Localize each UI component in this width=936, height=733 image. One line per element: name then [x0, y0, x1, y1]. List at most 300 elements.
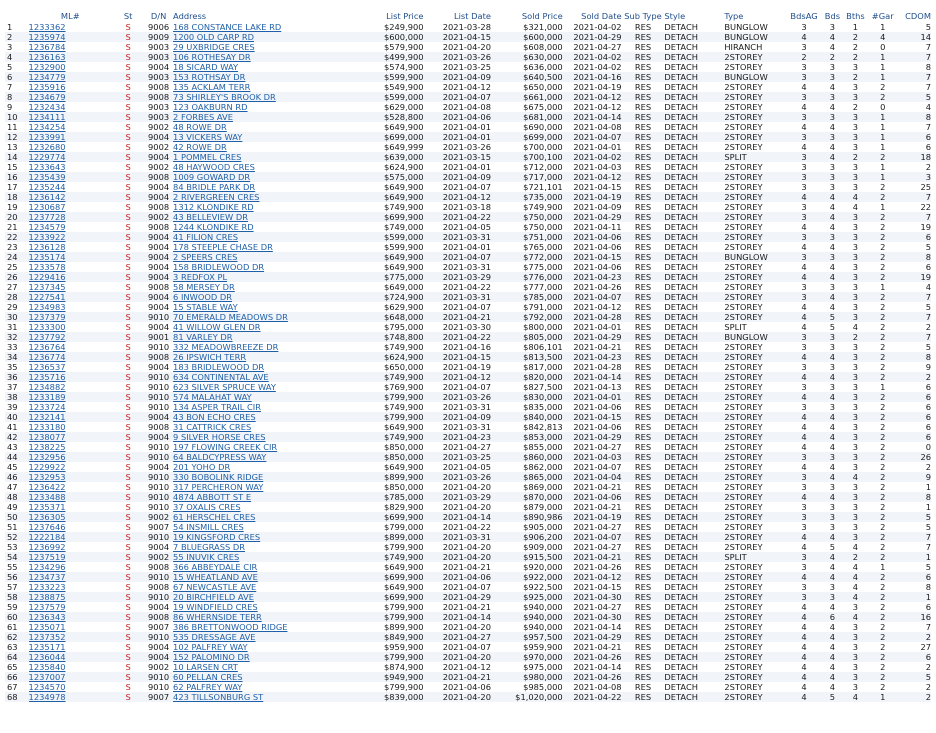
mls-link[interactable]: 1233180	[28, 422, 66, 432]
list-date-cell: 2021-03-25	[442, 62, 491, 72]
type-cell: 2STOREY	[724, 112, 786, 122]
address-link[interactable]: 535 DRESSAGE AVE	[173, 632, 352, 642]
mls-link[interactable]: 1234579	[28, 222, 66, 232]
mls-link[interactable]: 1235174	[29, 252, 113, 262]
mls-link[interactable]: 1236128	[28, 242, 66, 252]
table-row[interactable]	[5, 422, 931, 432]
table-row[interactable]	[5, 472, 931, 482]
mls-link[interactable]: 1234679	[29, 92, 113, 102]
table-row[interactable]	[5, 362, 931, 372]
address-link[interactable]: 102 PALFREY WAY	[173, 642, 248, 652]
table-row[interactable]	[5, 402, 931, 412]
mls-link[interactable]: 1236305	[29, 512, 113, 522]
address-link[interactable]: 574 MALAHAT WAY	[173, 392, 352, 402]
beds-cell: 3	[822, 132, 843, 142]
address-link[interactable]: 26 IPSWICH TERR	[173, 352, 352, 362]
table-row[interactable]	[5, 432, 931, 442]
address-link[interactable]: 60 PELLAN CRES	[173, 672, 352, 682]
status-cell: S	[112, 292, 144, 302]
mls-link[interactable]: 1229416	[29, 272, 113, 282]
mls-link[interactable]: 1233223	[28, 582, 66, 592]
sold-date-cell: 2021-04-19	[573, 82, 622, 92]
table-row[interactable]	[5, 32, 931, 42]
table-row[interactable]	[5, 142, 931, 152]
mls-link[interactable]: 1235244	[28, 182, 66, 192]
status-cell: S	[125, 422, 131, 432]
address-link[interactable]: 42 ROWE DR	[173, 142, 227, 152]
status-cell: S	[125, 162, 131, 172]
address-link[interactable]: 15 STABLE WAY	[173, 302, 238, 312]
table-row[interactable]	[5, 342, 931, 352]
mls-link[interactable]: 1236992	[28, 542, 66, 552]
mls-link[interactable]: 1237519	[29, 552, 113, 562]
address-link[interactable]: 1009 GOWARD DR	[173, 172, 352, 182]
mls-link[interactable]: 1237579	[28, 602, 66, 612]
mls-link[interactable]: 1233724	[28, 402, 66, 412]
mls-link[interactable]: 1232953	[29, 472, 113, 482]
sub-type-cell: RES	[622, 132, 665, 142]
table-row[interactable]	[5, 552, 931, 562]
garage-cell: 2	[868, 412, 898, 422]
mls-link[interactable]: 1236343	[29, 612, 113, 622]
address-link[interactable]: 6 INWOOD DR	[173, 292, 352, 302]
district-cell: 9010	[144, 392, 173, 402]
table-row[interactable]	[5, 232, 931, 242]
mls-link[interactable]: 1238077	[29, 432, 113, 442]
table-row[interactable]	[5, 262, 931, 272]
header-beds[interactable]: Bds	[824, 11, 841, 21]
mls-link[interactable]: 1235071	[28, 622, 66, 632]
address-link[interactable]: 86 WHERNSIDE TERR	[173, 612, 352, 622]
status-cell: S	[125, 582, 131, 592]
header-status[interactable]: St	[123, 11, 133, 21]
address-link[interactable]: 123 OAKBURN RD	[173, 102, 248, 112]
mls-link[interactable]: 1232434	[28, 102, 66, 112]
mls-link[interactable]: 1237007	[29, 672, 113, 682]
mls-link[interactable]: 1234254	[28, 122, 66, 132]
mls-link[interactable]: 1229922	[28, 462, 66, 472]
cdom-cell: 26	[898, 452, 931, 462]
sold-date-cell: 2021-04-29	[563, 432, 622, 442]
mls-link[interactable]: 1237379	[29, 312, 113, 322]
garage-cell: 1	[868, 72, 898, 82]
type-cell: 2STOREY	[724, 652, 786, 662]
mls-link[interactable]: 1235371	[28, 502, 66, 512]
mls-link[interactable]: 1233991	[29, 132, 113, 142]
sold-price-cell: $922,500	[523, 582, 563, 592]
list-price-cell: $648,000	[352, 312, 424, 322]
mls-link[interactable]: 1236163	[29, 52, 113, 62]
address-link[interactable]: 54 INSMILL CRES	[173, 522, 244, 532]
garage-cell: 2	[880, 582, 886, 592]
address-link[interactable]: 43 BON ECHO CRES	[173, 412, 352, 422]
address-link[interactable]: 43 BELLEVIEW DR	[173, 212, 352, 222]
address-link[interactable]: 62 PALFREY WAY	[173, 682, 243, 692]
mls-link[interactable]: 1238225	[28, 442, 66, 452]
address-link[interactable]: 106 ROTHESAY DR	[173, 52, 352, 62]
table-row[interactable]	[5, 22, 931, 32]
address-link[interactable]: 41 WILLOW GLEN DR	[173, 322, 261, 332]
address-link[interactable]: 152 PALOMINO DR	[173, 652, 352, 662]
cdom-cell: 7	[898, 292, 931, 302]
table-row[interactable]	[5, 562, 931, 572]
address-link[interactable]: 20 BIRCHFIELD AVE	[173, 592, 352, 602]
mls-link[interactable]: 1234978	[29, 692, 113, 702]
table-row[interactable]	[5, 602, 931, 612]
table-row[interactable]	[5, 462, 931, 472]
sold-date-cell: 2021-04-27	[573, 42, 622, 52]
list-date-cell: 2021-04-21	[442, 562, 491, 572]
mls-link[interactable]: 1236142	[29, 192, 113, 202]
address-link[interactable]: 634 CONTINENTAL AVE	[173, 372, 352, 382]
table-row[interactable]	[5, 512, 931, 522]
mls-link[interactable]: 1237646	[28, 522, 66, 532]
cdom-cell: 5	[898, 672, 931, 682]
table-row[interactable]	[5, 592, 931, 602]
table-row[interactable]	[5, 292, 931, 302]
table-row[interactable]	[5, 582, 931, 592]
address-link[interactable]: 55 INUVIK CRES	[173, 552, 352, 562]
mls-link[interactable]: 1235974	[29, 32, 113, 42]
row-number: 3	[7, 42, 13, 52]
address-link[interactable]: 64 BALDCYPRESS WAY	[173, 452, 352, 462]
address-link[interactable]: 19 KINGSFORD CRES	[173, 532, 352, 542]
address-link[interactable]: 4874 ABBOTT ST E	[173, 492, 352, 502]
address-link[interactable]: 623 SILVER SPRUCE WAY	[173, 382, 276, 392]
style-cell: DETACH	[664, 142, 698, 152]
header-mls[interactable]: ML#	[60, 11, 80, 21]
mls-link[interactable]: 1234983	[28, 302, 66, 312]
list-price-cell: $629,000	[383, 102, 424, 112]
mls-link[interactable]: 1233362	[28, 22, 66, 32]
header-district[interactable]: D/N	[150, 11, 167, 21]
table-row[interactable]	[5, 652, 931, 662]
header-sold-price[interactable]: Sold Price	[521, 11, 563, 21]
header-baths[interactable]: Bths	[846, 11, 865, 21]
address-link[interactable]: 366 ABBEYDALE CIR	[173, 562, 258, 572]
header-sold-date[interactable]: Sold Date	[581, 11, 622, 21]
beds-cell: 4	[822, 432, 843, 442]
address-link[interactable]: 48 HAYWOOD CRES	[173, 162, 255, 172]
header-list-date[interactable]: List Date	[453, 11, 491, 21]
mls-link[interactable]: 1236537	[28, 362, 66, 372]
address-link[interactable]: 31 CATTRICK CRES	[173, 422, 252, 432]
address-link[interactable]: 81 VARLEY DR	[173, 332, 352, 342]
style-cell: DETACH	[664, 382, 698, 392]
table-row[interactable]	[5, 322, 931, 332]
sub-type-cell: RES	[634, 382, 652, 392]
row-number: 14	[5, 152, 29, 162]
baths-cell: 4	[852, 322, 859, 332]
address-link[interactable]: 41 FILION CRES	[173, 232, 352, 242]
baths-cell: 3	[852, 482, 859, 492]
beds-above-grade-cell: 3	[786, 332, 821, 342]
address-link[interactable]: 1 POMMEL CRES	[173, 152, 352, 162]
table-row[interactable]	[5, 632, 931, 642]
list-price-cell: $775,000	[352, 272, 424, 282]
mls-link[interactable]: 1234779	[29, 72, 113, 82]
table-row[interactable]	[5, 82, 931, 92]
beds-above-grade-cell: 4	[786, 492, 821, 502]
sub-type-cell: RES	[634, 302, 652, 312]
table-row[interactable]	[5, 642, 931, 652]
table-row[interactable]	[5, 272, 931, 282]
address-link[interactable]: 13 VICKERS WAY	[173, 132, 352, 142]
mls-link[interactable]: 1236774	[29, 352, 113, 362]
address-link[interactable]: 73 SHIRLEY'S BROOK DR	[173, 92, 352, 102]
table-row[interactable]	[5, 222, 931, 232]
baths-cell: 3	[843, 112, 868, 122]
header-sub-type[interactable]: Sub Type	[624, 11, 662, 21]
cdom-cell: 1	[898, 552, 931, 562]
address-link[interactable]: 10 LARSEN CRT	[173, 662, 238, 672]
list-price-cell: $575,000	[352, 172, 424, 182]
table-row[interactable]	[5, 42, 931, 52]
cdom-cell: 1	[898, 592, 931, 602]
address-link[interactable]: 201 YOHO DR	[173, 462, 231, 472]
mls-link[interactable]: 1237352	[29, 632, 113, 642]
table-row[interactable]	[5, 202, 931, 212]
address-link[interactable]: 332 MEADOWBREEZE DR	[173, 342, 279, 352]
header-type[interactable]: Type	[724, 11, 744, 21]
table-row[interactable]	[5, 92, 931, 102]
mls-link[interactable]: 1238875	[29, 592, 113, 602]
mls-link[interactable]: 1234882	[28, 382, 66, 392]
baths-cell: 3	[852, 402, 859, 412]
address-link[interactable]: 135 ACKLAM TERR	[173, 82, 251, 92]
table-row[interactable]	[5, 302, 931, 312]
list-date-cell: 2021-04-07	[424, 92, 491, 102]
table-row[interactable]	[5, 372, 931, 382]
address-link[interactable]: 3 REDFOX PL	[173, 272, 352, 282]
cdom-cell: 2	[925, 462, 931, 472]
list-price-cell: $574,900	[383, 62, 424, 72]
mls-link[interactable]: 1237792	[29, 332, 113, 342]
table-row[interactable]	[5, 192, 931, 202]
address-link[interactable]: 18 SICARD WAY	[173, 62, 239, 72]
mls-link[interactable]: 1232956	[29, 452, 113, 462]
mls-link[interactable]: 1236422	[28, 482, 66, 492]
table-row[interactable]	[5, 152, 931, 162]
table-row[interactable]	[5, 492, 931, 502]
address-link[interactable]: 37 OXALIS CRES	[173, 502, 241, 512]
address-link[interactable]: 386 BRETTONWOOD RIDGE	[173, 622, 288, 632]
list-price-cell: $649,900	[383, 422, 424, 432]
mls-link[interactable]: 1237345	[28, 282, 66, 292]
garage-cell: 1	[880, 122, 886, 132]
row-number: 27	[7, 282, 18, 292]
beds-cell: 4	[822, 492, 843, 502]
mls-link[interactable]: 1233922	[29, 232, 113, 242]
sub-type-cell: RES	[622, 372, 665, 382]
address-link[interactable]: 153 ROTHSAY DR	[173, 72, 352, 82]
address-link[interactable]: 9 SILVER HORSE CRES	[173, 432, 352, 442]
header-address[interactable]: Address	[173, 11, 207, 21]
type-cell: 2STOREY	[724, 212, 786, 222]
address-link[interactable]: 84 BRIDLE PARK DR	[173, 182, 256, 192]
beds-cell: 3	[822, 592, 843, 602]
row-number: 1	[7, 22, 13, 32]
address-link[interactable]: 317 PERCHERON WAY	[173, 482, 264, 492]
district-cell: 9002	[148, 662, 170, 672]
table-row[interactable]	[5, 332, 931, 342]
mls-link[interactable]: 1234570	[28, 682, 66, 692]
address-link[interactable]: 1312 KLONDIKE RD	[173, 202, 254, 212]
table-row[interactable]	[5, 112, 931, 122]
table-row[interactable]	[5, 672, 931, 682]
address-link[interactable]: 61 HERSCHEL CRES	[173, 512, 352, 522]
address-link[interactable]: 168 CONSTANCE LAKE RD	[173, 22, 282, 32]
header-beds-above-grade[interactable]: BdsAG	[790, 11, 818, 21]
mls-link[interactable]: 1232680	[28, 142, 66, 152]
address-link[interactable]: 1200 OLD CARP RD	[173, 32, 352, 42]
table-row[interactable]	[5, 692, 931, 702]
table-row[interactable]	[5, 622, 931, 632]
baths-cell: 3	[852, 382, 859, 392]
address-link[interactable]: 29 UXBRIDGE CRES	[173, 42, 255, 52]
header-style[interactable]: Style	[664, 11, 686, 21]
table-row[interactable]	[5, 162, 931, 172]
address-link[interactable]: 197 FLOWING CREEK CIR	[173, 442, 278, 452]
list-price-cell: $649,900	[383, 582, 424, 592]
table-row[interactable]	[5, 682, 931, 692]
table-row[interactable]	[5, 572, 931, 582]
mls-link[interactable]: 1236764	[28, 342, 66, 352]
address-link[interactable]: 178 STEEPLE CHASE DR	[173, 242, 273, 252]
beds-cell: 4	[822, 352, 843, 362]
sold-price-cell: $675,000	[523, 102, 563, 112]
table-row[interactable]	[5, 382, 931, 392]
header-garage[interactable]: #Gar	[871, 11, 894, 21]
mls-link[interactable]: 1233643	[28, 162, 66, 172]
table-row[interactable]	[5, 52, 931, 62]
type-cell: 2STOREY	[724, 572, 786, 582]
mls-link[interactable]: 1229774	[29, 152, 113, 162]
address-link[interactable]: 2 SPEERS CRES	[173, 252, 352, 262]
sub-type-cell: RES	[622, 532, 665, 542]
mls-link[interactable]: 1232141	[29, 412, 113, 422]
cdom-cell: 18	[898, 152, 931, 162]
table-row[interactable]	[5, 522, 931, 532]
garage-cell: 2	[880, 322, 886, 332]
table-row[interactable]	[5, 132, 931, 142]
mls-link[interactable]: 1230687	[28, 202, 66, 212]
mls-link[interactable]: 1235439	[29, 172, 113, 182]
district-cell: 9008	[144, 612, 173, 622]
table-row[interactable]	[5, 212, 931, 222]
beds-above-grade-cell: 3	[801, 162, 807, 172]
table-row[interactable]	[5, 532, 931, 542]
table-row[interactable]	[5, 252, 931, 262]
sold-date-cell: 2021-04-06	[573, 242, 622, 252]
table-row[interactable]	[5, 102, 931, 112]
table-row[interactable]	[5, 72, 931, 82]
table-row[interactable]	[5, 182, 931, 192]
table-row[interactable]	[5, 482, 931, 492]
address-link[interactable]: 330 BOBOLINK RIDGE	[173, 472, 352, 482]
header-list-price[interactable]: List Price	[386, 11, 424, 21]
status-cell: S	[125, 602, 131, 612]
status-cell: S	[112, 512, 144, 522]
mls-link[interactable]: 1235171	[28, 642, 66, 652]
mls-link[interactable]: 1227541	[29, 292, 113, 302]
table-row[interactable]	[5, 662, 931, 672]
table-row[interactable]	[5, 502, 931, 512]
mls-link[interactable]: 1222184	[29, 532, 113, 542]
table-row[interactable]	[5, 352, 931, 362]
mls-link[interactable]: 1236784	[28, 42, 66, 52]
address-link[interactable]: 58 MERSEY DR	[173, 282, 235, 292]
district-cell: 9001	[144, 332, 173, 342]
address-link[interactable]: 158 BRIDLEWOOD DR	[173, 262, 265, 272]
table-row[interactable]	[5, 452, 931, 462]
table-row[interactable]	[5, 282, 931, 292]
table-row[interactable]	[5, 122, 931, 132]
baths-cell: 3	[843, 292, 868, 302]
address-link[interactable]: 70 EMERALD MEADOWS DR	[173, 312, 352, 322]
mls-link[interactable]: 1235716	[29, 372, 113, 382]
address-link[interactable]: 2 FORBES AVE	[173, 112, 352, 122]
district-cell: 9004	[148, 642, 170, 652]
cdom-cell: 9	[925, 362, 931, 372]
mls-link[interactable]: 1234737	[29, 572, 113, 582]
header-cdom[interactable]: CDOM	[905, 11, 931, 21]
mls-link[interactable]: 1234296	[28, 562, 66, 572]
table-row[interactable]	[5, 62, 931, 72]
mls-link[interactable]: 1233300	[28, 322, 66, 332]
address-link[interactable]: 183 BRIDLEWOOD DR	[173, 362, 265, 372]
district-cell: 9002	[148, 162, 170, 172]
mls-link[interactable]: 1235840	[28, 662, 66, 672]
address-link[interactable]: 19 WINDFIELD CRES	[173, 602, 258, 612]
table-row[interactable]	[5, 392, 931, 402]
style-cell: DETACH	[664, 652, 724, 662]
cdom-cell: 7	[898, 192, 931, 202]
style-cell: DETACH	[664, 332, 724, 342]
mls-link[interactable]: 1233189	[29, 392, 113, 402]
sold-price-cell: $772,000	[491, 252, 563, 262]
address-link[interactable]: 15 WHEATLAND AVE	[173, 572, 352, 582]
table-row[interactable]	[5, 442, 931, 452]
mls-link[interactable]: 1236044	[29, 652, 113, 662]
address-link[interactable]: 423 TILLSONBURG ST	[173, 692, 352, 702]
address-link[interactable]: 2 RIVERGREEN CRES	[173, 192, 352, 202]
address-link[interactable]: 134 ASPER TRAIL CIR	[173, 402, 261, 412]
table-row[interactable]	[5, 242, 931, 252]
row-number: 31	[7, 322, 18, 332]
mls-link[interactable]: 1234111	[29, 112, 113, 122]
list-price-cell: $850,000	[383, 442, 424, 452]
mls-link[interactable]: 1233578	[28, 262, 66, 272]
mls-link[interactable]: 1237728	[29, 212, 113, 222]
sub-type-cell: RES	[634, 142, 652, 152]
address-link[interactable]: 1244 KLONDIKE RD	[173, 222, 254, 232]
table-row[interactable]	[5, 172, 931, 182]
list-date-cell: 2021-04-12	[442, 662, 491, 672]
mls-link[interactable]: 1235916	[28, 82, 66, 92]
table-row[interactable]	[5, 542, 931, 552]
table-row[interactable]	[5, 312, 931, 322]
address-link[interactable]: 7 BLUEGRASS DR	[173, 542, 246, 552]
address-link[interactable]: 48 ROWE DR	[173, 122, 227, 132]
mls-link[interactable]: 1233488	[29, 492, 113, 502]
beds-above-grade-cell: 4	[786, 192, 821, 202]
table-row[interactable]	[5, 412, 931, 422]
table-row[interactable]	[5, 612, 931, 622]
sub-type-cell: RES	[634, 442, 652, 452]
mls-link[interactable]: 1232900	[28, 62, 66, 72]
address-link[interactable]: 67 NEWCASTLE AVE	[173, 582, 257, 592]
